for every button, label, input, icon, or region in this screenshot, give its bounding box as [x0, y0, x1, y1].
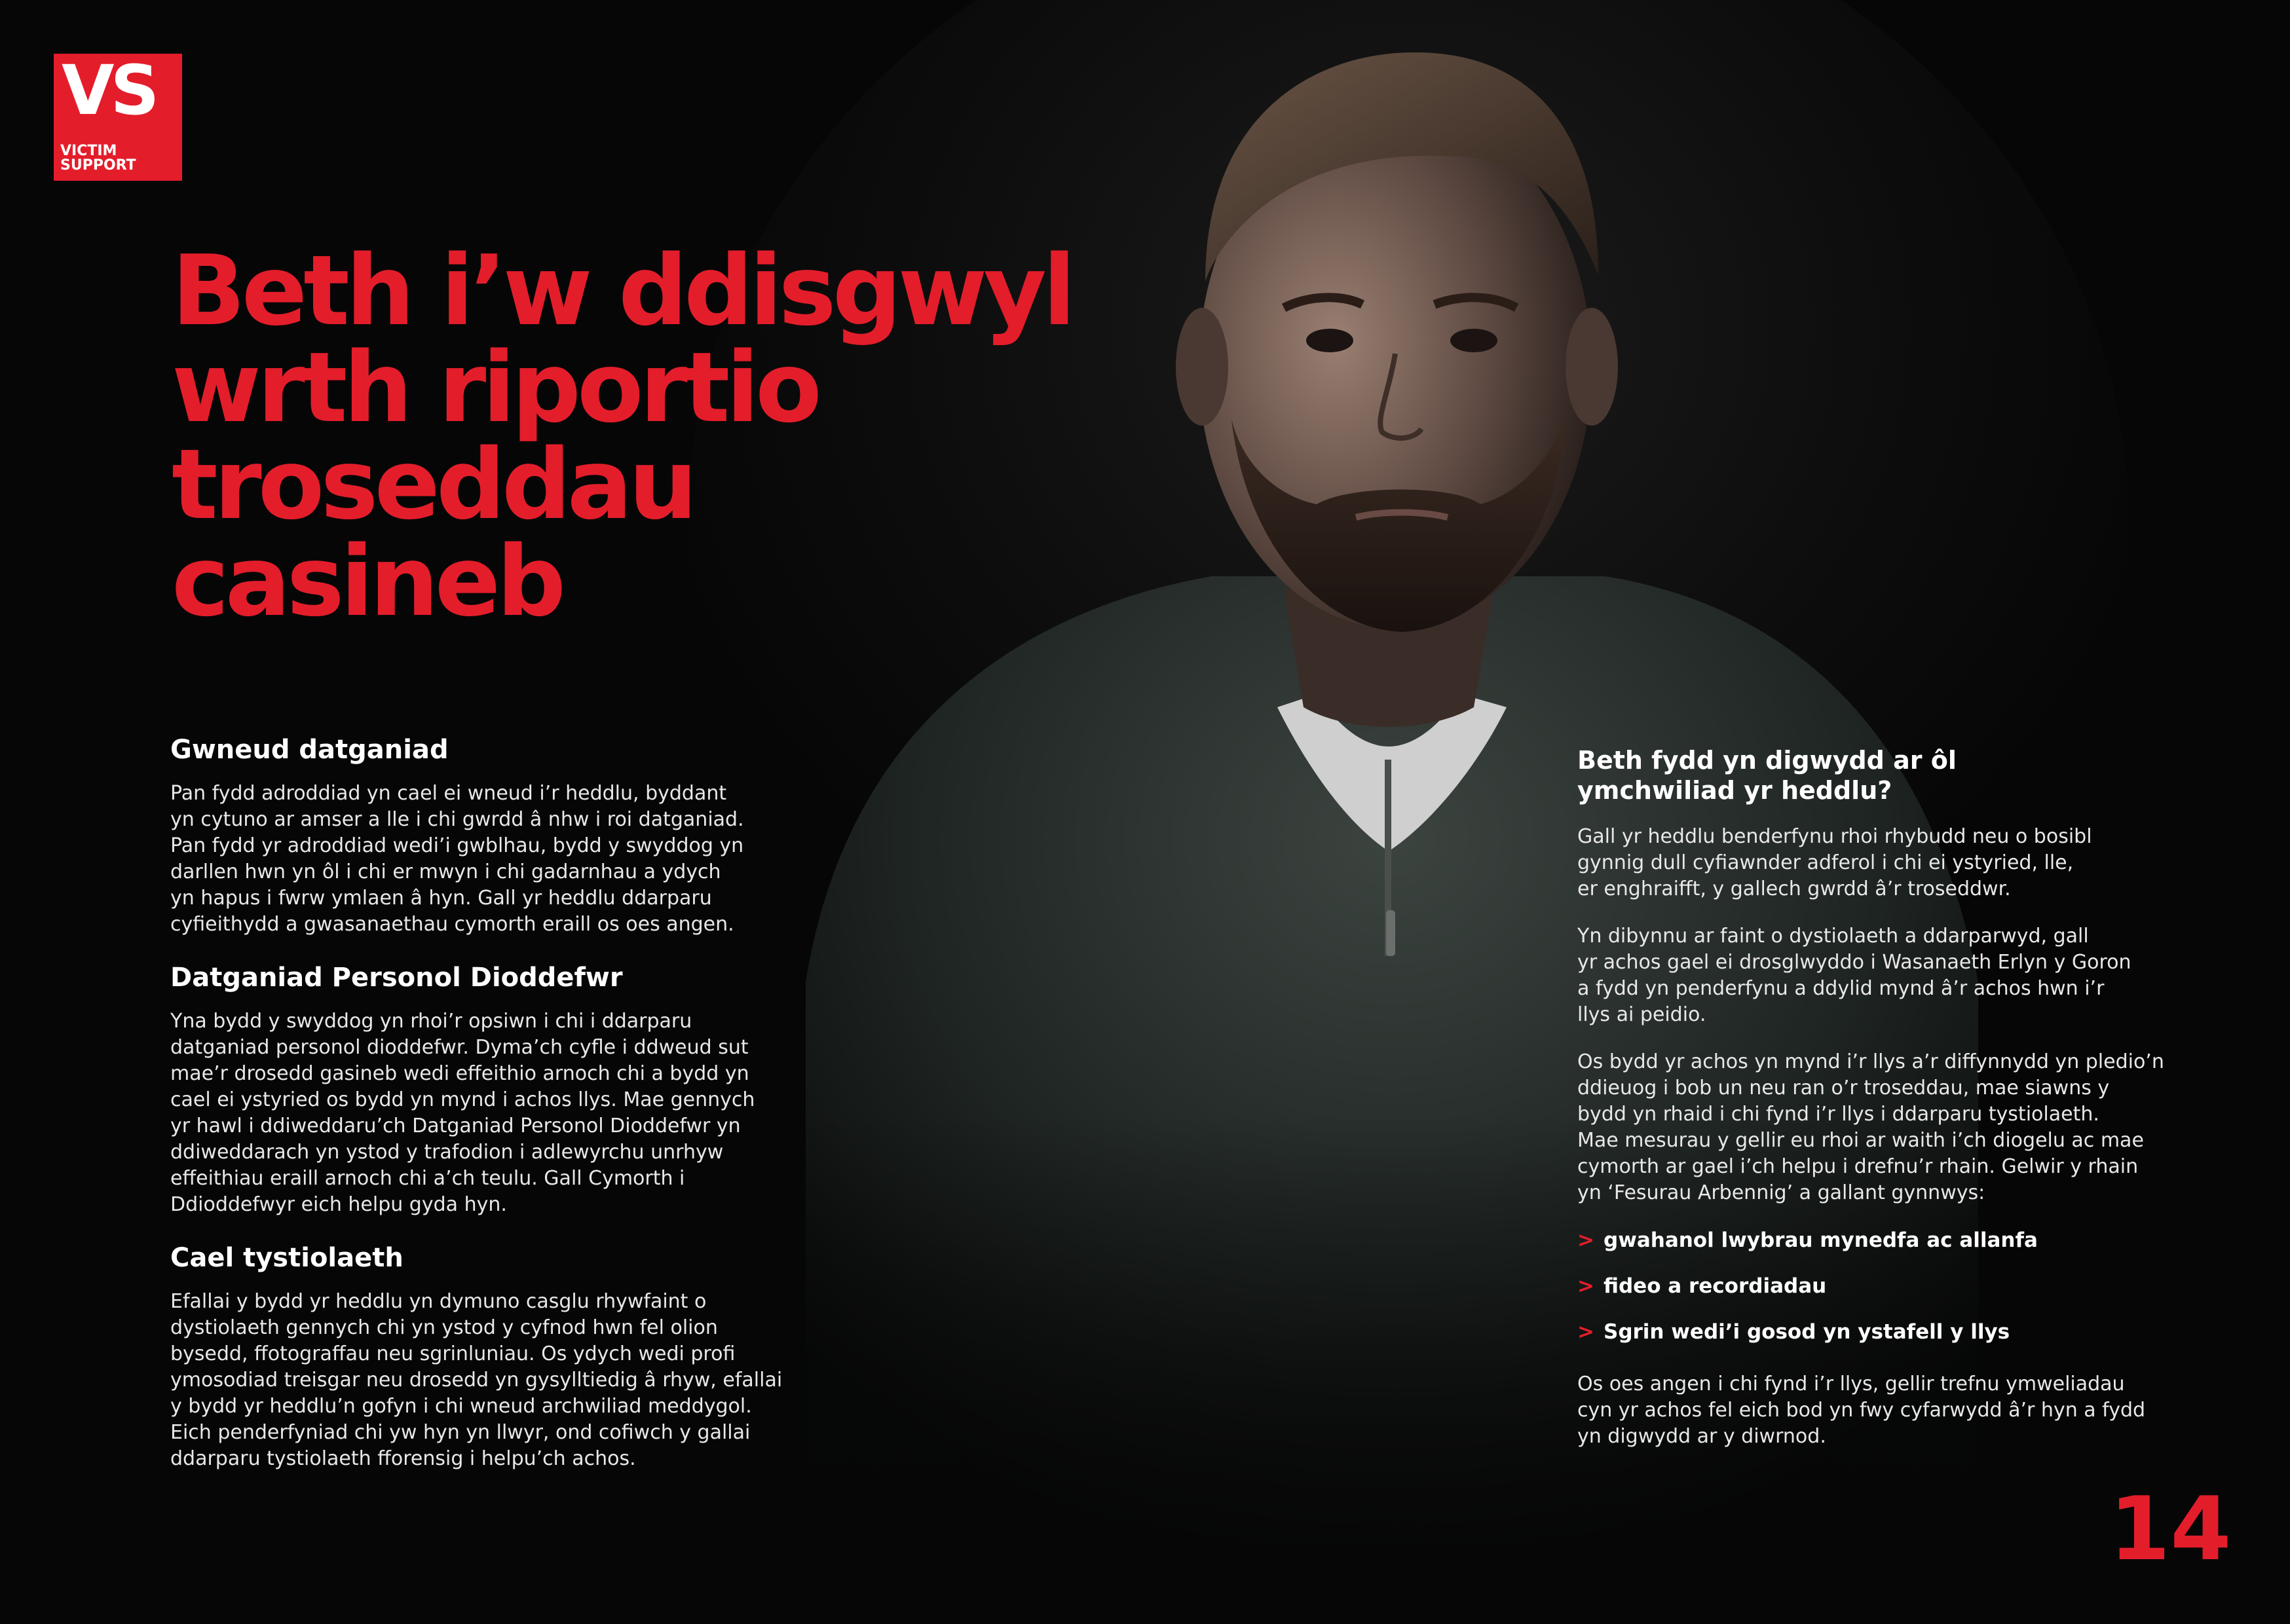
section-victim-statement	[170, 963, 799, 1218]
text-line: gynnig dull cyfiawnder adferol i chi ei ystyried, lle,	[1577, 851, 2074, 874]
text-line: y bydd yr heddlu’n gofyn i chi wneud archwiliad meddygol.	[170, 1395, 752, 1418]
text-line: yr achos gael ei drosglwyddo i Wasanaeth Erlyn y Goron	[1577, 951, 2131, 974]
text-line: effeithiau eraill arnoch chi a’ch teulu. Gall Cymorth i	[170, 1167, 685, 1190]
arrow-icon: >	[1577, 1320, 1594, 1344]
text-line: Pan fydd yr adroddiad wedi’i gwblhau, bydd y swyddog yn	[170, 834, 744, 857]
left-column	[170, 735, 799, 1472]
text-line: Mae mesurau y gellir eu rhoi ar waith i’ch diogelu ac mae	[1577, 1129, 2144, 1152]
heading-line: ymchwiliad yr heddlu?	[1577, 776, 1892, 805]
text-line: yn digwydd ar y diwrnod.	[1577, 1425, 1826, 1448]
special-measures-list	[1577, 1227, 2206, 1345]
section-body	[170, 1008, 799, 1218]
text-line: llys ai peidio.	[1577, 1003, 1706, 1026]
logo-mark: VS	[62, 50, 156, 130]
text-line: Os oes angen i chi fynd i’r llys, gellir trefnu ymweliadau	[1577, 1373, 2125, 1395]
right-column	[1577, 745, 2206, 1471]
list-item	[1577, 1227, 2206, 1253]
text-line: bysedd, ffotograffau neu sgrinluniau. Os ydych wedi profi	[170, 1342, 736, 1365]
text-line: Eich penderfyniad chi yw hyn yn llwyr, ond cofiwch y gallai	[170, 1421, 751, 1444]
text-line: bydd yn rhaid i chi fynd i’r llys i ddarparu tystiolaeth.	[1577, 1103, 2099, 1126]
text-line: datganiad personol dioddefwr. Dyma’ch cyfle i ddweud sut	[170, 1036, 749, 1059]
page-title	[172, 234, 1141, 638]
text-line: cymorth ar gael i’ch helpu i drefnu’r rhain. Gelwir y rhain	[1577, 1155, 2139, 1178]
text-line: Gall yr heddlu benderfynu rhoi rhybudd neu o bosibl	[1577, 825, 2092, 848]
text-line: ymosodiad treisgar neu drosedd yn gysylltiedig â rhyw, efallai	[170, 1369, 783, 1392]
text-line: yn cytuno ar amser a lle i chi gwrdd â nhw i roi datganiad.	[170, 808, 744, 831]
text-line: cyn yr achos fel eich bod yn fwy cyfarwydd â’r hyn a fydd	[1577, 1399, 2146, 1422]
title-line: Beth i’w ddisgwyl	[172, 234, 1072, 347]
text-line: ddieuog i bob un neu ran o’r troseddau, mae siawns y	[1577, 1077, 2110, 1099]
text-line: ddarparu tystiolaeth fforensig i helpu’ch achos.	[170, 1447, 636, 1470]
logo-line-1: VICTIM	[60, 143, 117, 159]
text-line: cyfieithydd a gwasanaethau cymorth eraill os oes angen.	[170, 913, 734, 936]
text-line: Efallai y bydd yr heddlu yn dymuno casglu rhywfaint o	[170, 1290, 707, 1313]
list-item-label: gwahanol lwybrau mynedfa ac allanfa	[1604, 1228, 2038, 1252]
heading-line: Beth fydd yn digwydd ar ôl	[1577, 746, 1957, 775]
paragraph	[1577, 1049, 2206, 1206]
text-line: yr hawl i ddiweddaru’ch Datganiad Personol Dioddefwr yn	[170, 1115, 741, 1137]
text-line: yn ‘Fesurau Arbennig’ a gallant gynnwys:	[1577, 1181, 1985, 1204]
text-line: dystiolaeth gennych chi yn ystod y cyfnod hwn fel olion	[170, 1316, 718, 1339]
section-body	[170, 1289, 799, 1472]
text-line: Ddioddefwyr eich helpu gyda hyn.	[170, 1193, 507, 1216]
text-line: cael ei ystyried os bydd yn mynd i achos llys. Mae gennych	[170, 1088, 755, 1111]
section-heading	[1577, 745, 2206, 805]
section-heading: Gwneud datganiad	[170, 735, 449, 765]
text-line: Yna bydd y swyddog yn rhoi’r opsiwn i chi i ddarparu	[170, 1010, 692, 1033]
arrow-icon: >	[1577, 1274, 1594, 1298]
page-number: 14	[2109, 1478, 2232, 1580]
text-line: Os bydd yr achos yn mynd i’r llys a’r diffynnydd yn pledio’n	[1577, 1050, 2164, 1073]
text-line: er enghraifft, y gallech gwrdd â’r troseddwr.	[1577, 877, 2011, 900]
text-line: a fydd yn penderfynu a ddylid mynd â’r achos hwn i’r	[1577, 977, 2105, 1000]
title-line: casineb	[172, 525, 563, 638]
section-evidence	[170, 1243, 799, 1472]
text-line: Yn dibynnu ar faint o dystiolaeth a ddarparwyd, gall	[1577, 925, 2089, 948]
list-item	[1577, 1273, 2206, 1299]
paragraph	[1577, 1371, 2206, 1450]
text-line: mae’r drosedd gasineb wedi effeithio arnoch chi a bydd yn	[170, 1062, 749, 1085]
list-item	[1577, 1319, 2206, 1345]
section-heading: Datganiad Personol Dioddefwr	[170, 963, 623, 993]
title-line: wrth riportio	[172, 331, 818, 444]
section-making-statement	[170, 735, 799, 938]
list-item-label: Sgrin wedi’i gosod yn ystafell y llys	[1604, 1320, 2010, 1344]
victim-support-logo[interactable]	[54, 50, 182, 181]
arrow-icon: >	[1577, 1228, 1594, 1252]
text-line: ddiweddarach yn ystod y trafodion i adlewyrchu unrhyw	[170, 1141, 724, 1164]
text-line: Pan fydd adroddiad yn cael ei wneud i’r heddlu, byddant	[170, 782, 727, 805]
list-item-label: fideo a recordiadau	[1604, 1274, 1827, 1298]
section-body	[170, 781, 799, 938]
text-line: yn hapus i fwrw ymlaen â hyn. Gall yr heddlu ddarparu	[170, 887, 712, 910]
paragraph	[1577, 923, 2206, 1028]
title-line: troseddau	[172, 428, 694, 541]
section-heading: Cael tystiolaeth	[170, 1243, 404, 1273]
logo-line-2: SUPPORT	[60, 157, 136, 174]
text-line: darllen hwn yn ôl i chi er mwyn i chi gadarnhau a ydych	[170, 860, 721, 883]
paragraph	[1577, 824, 2206, 902]
